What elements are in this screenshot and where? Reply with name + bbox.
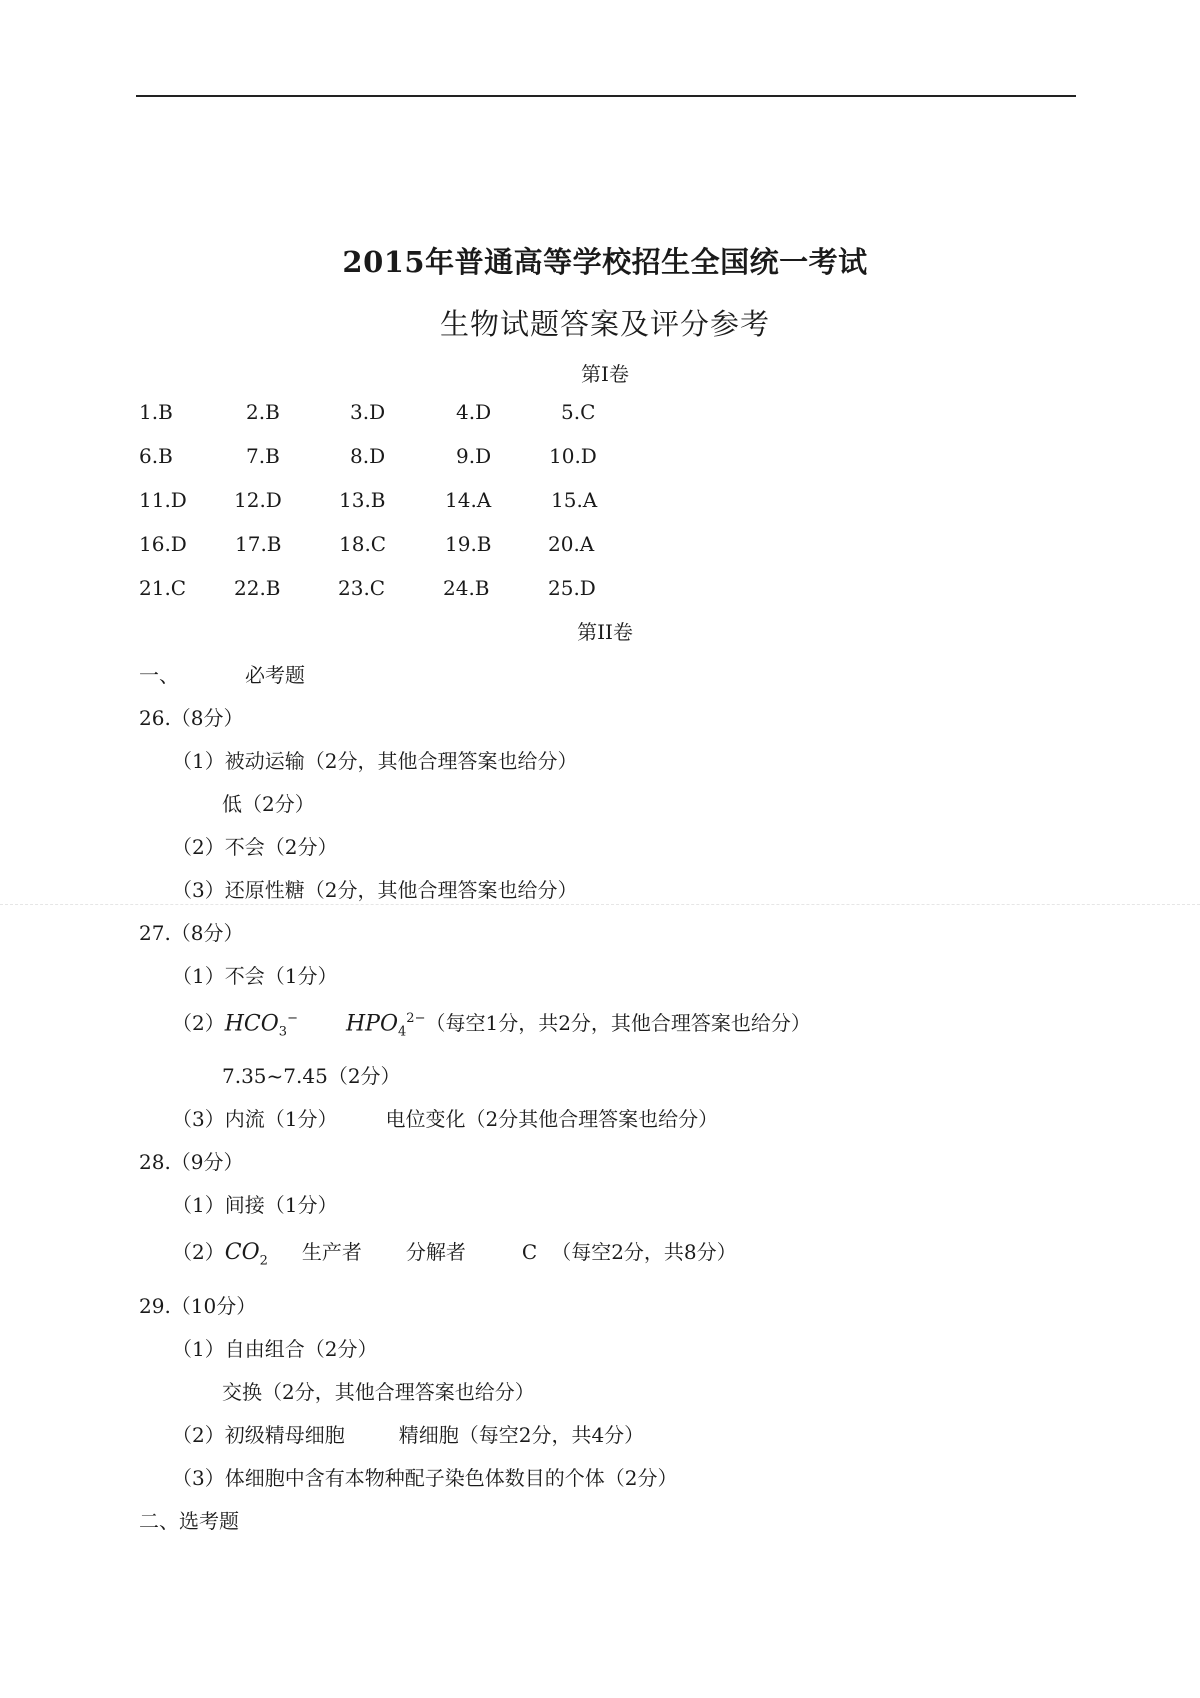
answer-cell: 15.A bbox=[551, 488, 598, 512]
q27-line-2-prefix: （2） bbox=[172, 1011, 225, 1035]
answer-row bbox=[139, 488, 659, 532]
hydrogen-phosphate-formula: $HPO_4^{2-}$ bbox=[345, 1010, 426, 1040]
q26-line-4: （3）还原性糖（2分，其他合理答案也给分） bbox=[172, 878, 578, 902]
answer-cell: 14.A bbox=[445, 488, 492, 512]
page-title: 2015年普通高等学校招生全国统一考试 bbox=[342, 245, 868, 279]
answer-cell: 22.B bbox=[234, 576, 281, 600]
q29-line-4: （3）体细胞中含有本物种配子染色体数目的个体（2分） bbox=[172, 1466, 678, 1490]
q28-heading: 28.（9分） bbox=[139, 1150, 244, 1174]
page-fold-line bbox=[0, 904, 1200, 905]
answer-grid bbox=[139, 400, 659, 620]
q29-heading: 29.（10分） bbox=[139, 1294, 257, 1318]
q28-line-2-prefix: （2） bbox=[172, 1240, 225, 1264]
q29-line-3-b: 精细胞（每空2分，共4分） bbox=[398, 1423, 645, 1447]
bicarbonate-formula: $HCO_3^-$ bbox=[224, 1010, 298, 1040]
volume2-label: 第II卷 bbox=[577, 620, 633, 644]
page-subtitle: 生物试题答案及评分参考 bbox=[439, 307, 770, 341]
answer-cell: 11.D bbox=[139, 488, 187, 512]
answer-cell: 13.B bbox=[339, 488, 386, 512]
answer-row bbox=[139, 444, 659, 488]
q28-line-2 bbox=[172, 1236, 737, 1268]
answer-cell: 20.A bbox=[548, 532, 595, 556]
answer-cell: 4.D bbox=[456, 400, 492, 424]
q28-producer: 生产者 bbox=[301, 1240, 362, 1264]
q26-line-3: （2）不会（2分） bbox=[172, 835, 338, 859]
answer-cell: 5.C bbox=[561, 400, 596, 424]
q26-line-1: （1）被动运输（2分，其他合理答案也给分） bbox=[172, 749, 578, 773]
section1-title: 必考题 bbox=[245, 663, 305, 687]
answer-cell: 1.B bbox=[139, 400, 173, 424]
q28-answer-c: C bbox=[521, 1240, 538, 1264]
answer-cell: 8.D bbox=[350, 444, 386, 468]
answer-cell: 12.D bbox=[234, 488, 282, 512]
answer-row bbox=[139, 400, 659, 444]
q27-line-4-b: 电位变化（2分其他合理答案也给分） bbox=[385, 1107, 719, 1131]
answer-cell: 18.C bbox=[339, 532, 387, 556]
section1-heading bbox=[139, 659, 305, 688]
answer-row bbox=[139, 532, 659, 576]
answer-cell: 16.D bbox=[139, 532, 187, 556]
answer-cell: 21.C bbox=[139, 576, 187, 600]
q28-line-1: （1）间接（1分） bbox=[172, 1193, 338, 1217]
volume1-label: 第I卷 bbox=[581, 362, 629, 386]
q27-line-4-a: （3）内流（1分） bbox=[172, 1107, 338, 1131]
q26-heading: 26.（8分） bbox=[139, 706, 244, 730]
q27-line-4 bbox=[172, 1103, 718, 1132]
answer-cell: 3.D bbox=[350, 400, 386, 424]
answer-cell: 25.D bbox=[548, 576, 596, 600]
answer-cell: 17.B bbox=[235, 532, 282, 556]
q28-decomposer: 分解者 bbox=[405, 1240, 466, 1264]
carbon-dioxide-formula: $CO_2$ bbox=[224, 1240, 268, 1269]
q26-line-2: 低（2分） bbox=[222, 792, 315, 816]
q29-line-3-a: （2）初级精母细胞 bbox=[172, 1423, 345, 1447]
answer-cell: 24.B bbox=[443, 576, 490, 600]
q27-line-3: 7.35~7.45（2分） bbox=[222, 1064, 401, 1088]
q29-line-2: 交换（2分，其他合理答案也给分） bbox=[222, 1380, 535, 1404]
q28-line-2-suffix: （每空2分，共8分） bbox=[551, 1240, 737, 1264]
q29-line-3 bbox=[172, 1419, 644, 1448]
answer-cell: 10.D bbox=[549, 444, 597, 468]
answer-cell: 9.D bbox=[456, 444, 492, 468]
section2-heading: 二、选考题 bbox=[139, 1509, 239, 1533]
q27-heading: 27.（8分） bbox=[139, 921, 244, 945]
header-rule bbox=[136, 95, 1076, 97]
answer-cell: 23.C bbox=[338, 576, 386, 600]
q27-line-1: （1）不会（1分） bbox=[172, 964, 338, 988]
answer-row bbox=[139, 576, 659, 620]
answer-cell: 6.B bbox=[139, 444, 173, 468]
q27-line-2 bbox=[172, 1007, 811, 1039]
q29-line-1: （1）自由组合（2分） bbox=[172, 1337, 378, 1361]
answer-cell: 7.B bbox=[246, 444, 280, 468]
section1-number: 一、 bbox=[139, 663, 179, 687]
answer-cell: 2.B bbox=[246, 400, 280, 424]
answer-cell: 19.B bbox=[445, 532, 492, 556]
q27-line-2-suffix: （每空1分，共2分，其他合理答案也给分） bbox=[425, 1011, 811, 1035]
